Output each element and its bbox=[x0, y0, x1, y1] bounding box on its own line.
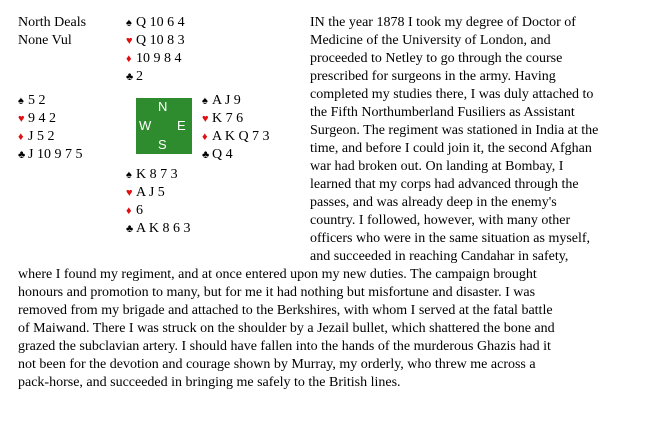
spade-icon: ♠ bbox=[126, 169, 132, 181]
text-line: war had broken out. On landing at Bombay, I bbox=[310, 159, 564, 174]
text-line: completed my studies there, I was duly attached to bbox=[310, 87, 594, 102]
north-diamonds: 10 9 8 4 bbox=[136, 51, 182, 66]
east-diamonds: A K Q 7 3 bbox=[212, 129, 270, 144]
club-icon: ♣ bbox=[126, 223, 134, 235]
west-spades: 5 2 bbox=[28, 93, 46, 108]
north-spades: Q 10 6 4 bbox=[136, 15, 185, 30]
north-hearts: Q 10 8 3 bbox=[136, 33, 185, 48]
compass-west: W bbox=[139, 118, 152, 133]
club-icon: ♣ bbox=[18, 149, 26, 161]
south-diamonds: 6 bbox=[136, 203, 143, 218]
east-clubs: Q 4 bbox=[212, 147, 233, 162]
south-hearts: A J 5 bbox=[136, 185, 165, 200]
north-clubs: 2 bbox=[136, 69, 143, 84]
west-clubs: J 10 9 7 5 bbox=[28, 147, 83, 162]
diamond-icon: ♦ bbox=[126, 205, 132, 217]
text-line: the Fifth Northumberland Fusiliers as Assistant bbox=[310, 105, 575, 120]
vulnerability-label: None Vul bbox=[18, 33, 72, 48]
club-icon: ♣ bbox=[126, 71, 134, 83]
heart-icon: ♥ bbox=[202, 113, 209, 125]
text-line: grazed the subclavian artery. I should have fallen into the hands of the murderous Ghazis had it bbox=[18, 339, 551, 354]
text-line: and succeeded in reaching Candahar in safety, bbox=[310, 249, 569, 264]
text-line: learned that my corps had advanced through the bbox=[310, 177, 579, 192]
text-line: pack-horse, and succeeded in bringing me safely to the British lines. bbox=[18, 375, 401, 390]
club-icon: ♣ bbox=[202, 149, 210, 161]
south-spades: K 8 7 3 bbox=[136, 167, 178, 182]
spade-icon: ♠ bbox=[202, 95, 208, 107]
east-hand bbox=[202, 92, 270, 164]
west-hand bbox=[18, 92, 82, 164]
text-line: of Maiwand. There I was struck on the shoulder by a Jezail bullet, which shattered the bone and bbox=[18, 321, 555, 336]
north-hand bbox=[126, 14, 185, 86]
text-line: proceeded to Netley to go through the course bbox=[310, 51, 563, 66]
compass-south: S bbox=[158, 137, 167, 152]
text-line: passes, and was already deep in the enemy's bbox=[310, 195, 557, 210]
text-line: officers who were in the same situation as myself, bbox=[310, 231, 591, 246]
heart-icon: ♥ bbox=[126, 35, 133, 47]
text-line: Medicine of the University of London, and bbox=[310, 33, 551, 48]
west-hearts: 9 4 2 bbox=[28, 111, 56, 126]
diamond-icon: ♦ bbox=[18, 131, 24, 143]
heart-icon: ♥ bbox=[18, 113, 25, 125]
text-line: time, and before I could join it, the second Afghan bbox=[310, 141, 592, 156]
text-line: where I found my regiment, and at once entered upon my new duties. The campaign brought bbox=[18, 267, 537, 282]
diamond-icon: ♦ bbox=[126, 53, 132, 65]
diamond-icon: ♦ bbox=[202, 131, 208, 143]
east-spades: A J 9 bbox=[212, 93, 241, 108]
text-line: IN the year 1878 I took my degree of Doctor of bbox=[310, 15, 576, 30]
east-hearts: K 7 6 bbox=[212, 111, 244, 126]
text-line: removed from my brigade and attached to the Berkshires, with whom I served at the fatal battle bbox=[18, 303, 553, 318]
compass-north: N bbox=[158, 99, 168, 114]
text-line: prescribed for surgeons in the army. Having bbox=[310, 69, 556, 84]
south-clubs: A K 8 6 3 bbox=[136, 221, 191, 236]
heart-icon: ♥ bbox=[126, 187, 133, 199]
south-hand bbox=[126, 166, 190, 238]
text-line: country. I followed, however, with many other bbox=[310, 213, 571, 228]
west-diamonds: J 5 2 bbox=[28, 129, 55, 144]
spade-icon: ♠ bbox=[18, 95, 24, 107]
text-line: not been for the devotion and courage shown by Murray, my orderly, who threw me across a bbox=[18, 357, 536, 372]
compass-east: E bbox=[177, 118, 186, 133]
compass-box bbox=[136, 98, 192, 154]
dealer-label: North Deals bbox=[18, 15, 87, 30]
text-line: Surgeon. The regiment was stationed in India at the bbox=[310, 123, 599, 138]
text-line: honours and promotion to many, but for me it had nothing but misfortune and disaster. I was bbox=[18, 285, 536, 300]
spade-icon: ♠ bbox=[126, 17, 132, 29]
